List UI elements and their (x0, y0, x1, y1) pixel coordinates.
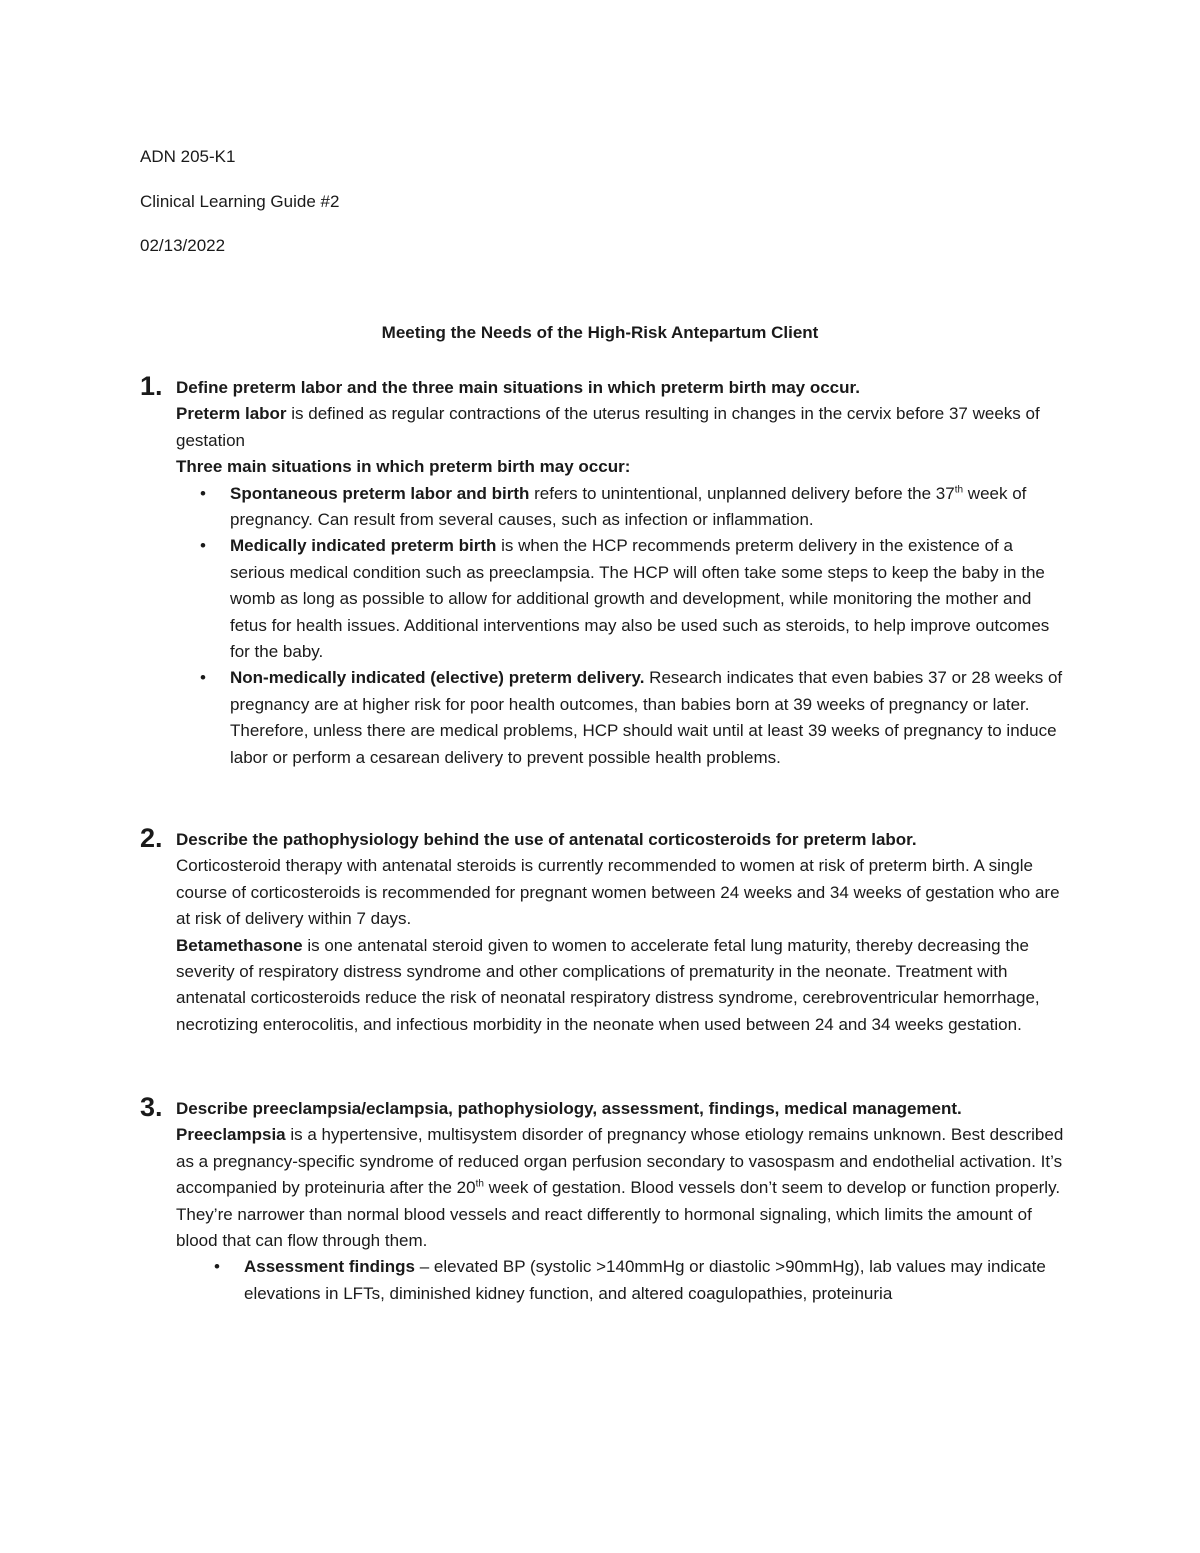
list-item (200, 481, 1070, 534)
list-item (200, 665, 1070, 771)
bullet-icon: • (200, 668, 206, 688)
course-code: ADN 205-K1 (140, 147, 236, 166)
term: Preterm labor (176, 404, 287, 424)
term: Betamethasone (176, 935, 303, 955)
question-1 (140, 371, 1070, 771)
list-item (214, 1254, 1070, 1307)
document-title: Meeting the Needs of the High-Risk Antepartum Client (381, 323, 819, 342)
definition-text: is defined as regular contractions of the uterus resulting in changes in the cervix before 37 weeks of gestation (176, 404, 1040, 450)
paragraph (176, 1122, 1070, 1254)
bullet-list (214, 1254, 1070, 1307)
question-number: 1. (140, 371, 163, 401)
document-date: 02/13/2022 (140, 236, 226, 255)
paragraph: Corticosteroid therapy with antenatal steroids is currently recommended to women at risk of preterm birth. A single course of corticosteroids is recommended for pregnant women between 24 weeks and 34 weeks of gestation who are at risk of delivery within 7 days. (176, 856, 1060, 929)
question-number: 3. (140, 1092, 163, 1122)
bullet-list (200, 481, 1070, 771)
superscript: th (954, 483, 964, 495)
superscript: th (475, 1178, 484, 1190)
bullet-icon: • (200, 536, 206, 556)
bullet-icon: • (214, 1257, 220, 1277)
item-text: week of pregnancy. Can result from several causes, such as infection or inflammation. (230, 483, 1027, 530)
term: Preeclampsia (176, 1125, 286, 1145)
paragraph-text: is one antenatal steroid given to women to accelerate fetal lung maturity, thereby decreasing the severity of respiratory distress syndrome and other complications of prematurity in the neonate. Treatment with antenatal corticosteroids reduce the risk of neonatal respiratory distress syndrome, cerebroventricular hemorrhage, necrotizing enterocolitis, and infectious morbidity in the neonate when used between 24 and 34 weeks gestation. (176, 935, 1040, 1034)
question-prompt: Define preterm labor and the three main situations in which preterm birth may occur. (176, 378, 860, 397)
list-item (200, 533, 1070, 665)
subheading: Three main situations in which preterm birth may occur: (176, 457, 631, 477)
paragraph-text: is a hypertensive, multisystem disorder of pregnancy whose etiology remains unknown. Best described as a pregnancy-specific syndrome of reduced organ perfusion secondary to vasospasm and endothelial activation. It’s accompanied by proteinuria after the 20 (176, 1125, 1064, 1198)
bullet-icon: • (200, 483, 206, 503)
term: Assessment findings (244, 1257, 415, 1277)
item-text: Research indicates that even babies 37 or 28 weeks of pregnancy are at higher risk for poor health outcomes, than babies born at 39 weeks of pregnancy or later. Therefore, unless there are medical problems, HCP should wait until at least 39 weeks of pregnancy to induce labor or perform a cesarean delivery to prevent possible health problems. (230, 668, 1063, 767)
question-3 (140, 1092, 1070, 1307)
item-text: is when the HCP recommends preterm delivery in the existence of a serious medical condition such as preeclampsia. The HCP will often take some steps to keep the baby in the womb as long as possible to allow for additional growth and development, while monitoring the mother and fetus for health issues. Additional interventions may also be used such as steroids, to help improve outcomes for the baby. (230, 536, 1050, 662)
definition (176, 401, 1070, 454)
item-text: – elevated BP (systolic >140mmHg or diastolic >90mmHg), lab values may indicate elevations in LFTs, diminished kidney function, and altered coagulopathies, proteinuria (244, 1257, 1046, 1303)
term: Medically indicated preterm birth (230, 536, 497, 556)
term: Non-medically indicated (elective) preterm delivery. (230, 668, 645, 688)
term: Spontaneous preterm labor and birth (230, 483, 530, 503)
question-prompt: Describe preeclampsia/eclampsia, pathophysiology, assessment, findings, medical management. (176, 1099, 962, 1118)
item-text: refers to unintentional, unplanned delivery before the 37 (529, 483, 955, 503)
guide-title: Clinical Learning Guide #2 (140, 192, 340, 211)
question-number: 2. (140, 823, 163, 853)
question-prompt: Describe the pathophysiology behind the use of antenatal corticosteroids for preterm labor. (176, 830, 917, 849)
paragraph-text: week of gestation. Blood vessels don’t seem to develop or function properly. They’re narrower than normal blood vessels and react differently to hormonal signaling, which limits the amount of blood that can flow through them. (176, 1178, 1061, 1251)
question-2 (140, 823, 1070, 1038)
paragraph (176, 933, 1070, 1039)
